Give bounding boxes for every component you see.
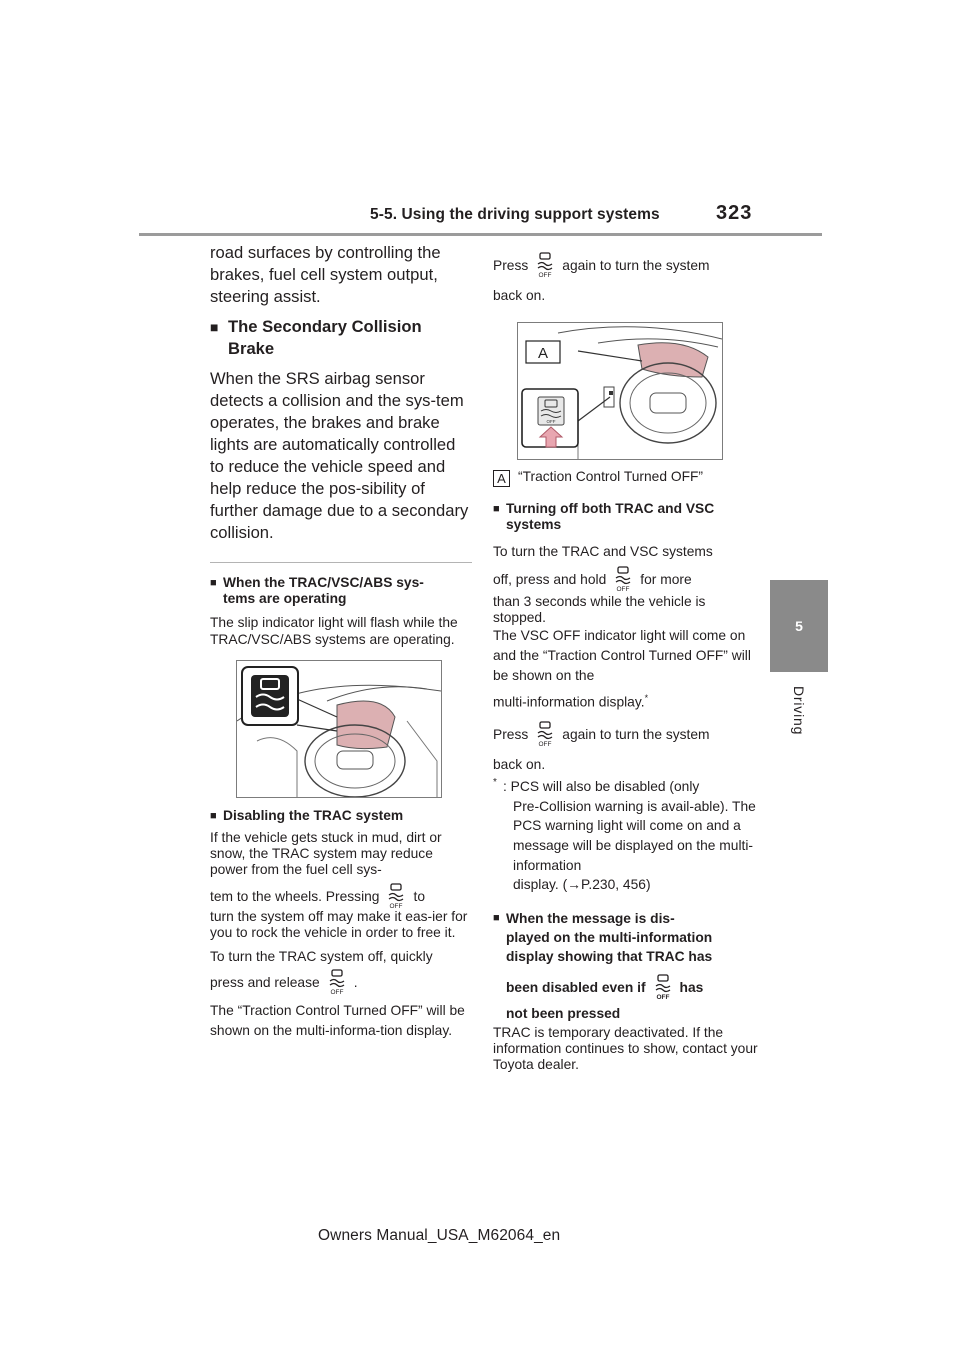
disable-body-2b: to	[413, 888, 425, 904]
svg-text:A: A	[537, 345, 549, 363]
footnote-line-1: : PCS will also be disabled (only	[503, 779, 700, 795]
message-heading	[493, 909, 758, 1023]
secondary-brake-heading	[210, 316, 472, 360]
press-again-2: back on.	[493, 288, 546, 303]
traction-control-illustration	[517, 322, 723, 460]
ref-arrow-icon: →	[567, 877, 581, 893]
message-heading-4b: has	[679, 979, 704, 995]
slip-indicator-illustration	[236, 660, 442, 798]
press2-b: again to turn the system	[562, 727, 710, 743]
quick-off-2	[210, 969, 472, 995]
press-again-3	[493, 721, 758, 747]
both-5-text: multi-information display.	[493, 694, 645, 710]
page-number: 323	[716, 202, 753, 224]
message-heading-2: played on the multi-information	[506, 929, 713, 945]
operating-heading	[210, 575, 472, 607]
operating-heading-1: When the TRAC/VSC/ABS sys-	[223, 575, 424, 590]
operating-heading-2: tems are operating	[223, 591, 347, 607]
disable-trac-title: Disabling the TRAC system	[223, 807, 404, 823]
both-2a: off, press and hold	[493, 571, 607, 587]
secondary-brake-title-1: The Secondary Collision	[228, 317, 422, 336]
shown-body: The “Traction Control Turned OFF” will be shown on the multi-informa-tion display.	[210, 1003, 465, 1039]
secondary-brake-title-2: Brake	[228, 339, 275, 358]
intro-text: road surfaces by controlling the brakes, fuel cell system output, steering assist.	[210, 243, 441, 306]
both-3: than 3 seconds while the vehicle is stopped.	[493, 593, 706, 626]
press-again-a: Press	[493, 258, 529, 273]
message-heading-3: display showing that TRAC has	[506, 948, 713, 964]
disable-body-2a: tem to the wheels. Pressing	[210, 888, 380, 904]
both-4: The VSC OFF indicator light will come on and the “Traction Control Turned OFF” will be shown on the	[493, 628, 751, 684]
chapter-tab	[770, 580, 828, 672]
trac-off-switch-icon	[385, 883, 407, 909]
trac-off-switch-icon	[652, 974, 674, 1000]
operating-body: The slip indicator light will flash while the TRAC/VSC/ABS systems are operating.	[210, 615, 458, 647]
footnote-line-3	[503, 875, 758, 895]
footnote-star: *	[493, 777, 497, 789]
disable-trac-heading	[210, 808, 472, 824]
quick-off-1: To turn the TRAC system off, quickly	[210, 949, 433, 965]
page-reference-link[interactable]: P.230, 456)	[580, 877, 651, 893]
square-bullet-icon: ■	[210, 319, 219, 335]
disable-body-3: turn the system off may make it eas-ier for you to rock the vehicle in order to free it.	[210, 908, 468, 940]
message-heading-5: not been pressed	[506, 1005, 621, 1021]
chapter-number: 5	[795, 618, 803, 634]
message-heading-1: When the message is dis-	[506, 910, 675, 926]
press2-a: Press	[493, 727, 529, 743]
trac-off-switch-icon	[534, 252, 556, 278]
both-off-heading-1: Turning off both TRAC and VSC	[506, 501, 715, 517]
quick-off-2b: .	[353, 975, 358, 991]
trac-off-switch-icon	[534, 721, 556, 747]
legend-text: “Traction Control Turned OFF”	[518, 469, 704, 485]
footnote-marker: *	[644, 693, 649, 704]
square-bullet-icon: ■	[493, 503, 500, 516]
secondary-brake-body: When the SRS airbag sensor detects a collision and the sys-tem operates, the brakes and brake lights are automatically controlled to reduce the vehicle speed and help reduce the pos-sibility of further damage due to a secondary collision.	[210, 369, 469, 542]
square-bullet-icon: ■	[210, 809, 217, 822]
message-body: TRAC is temporary deactivated. If the information continues to show, contact your Toyota dealer.	[493, 1024, 758, 1073]
square-bullet-icon: ■	[493, 911, 500, 924]
square-bullet-icon: ■	[210, 577, 217, 589]
disable-body-2	[210, 883, 472, 909]
svg-text:OFF: OFF	[546, 419, 556, 425]
footer-manual-id: Owners Manual_USA_M62064_en	[318, 1227, 561, 1244]
message-heading-4a: been disabled even if	[506, 979, 646, 995]
both-off-heading	[493, 501, 758, 533]
press-again-4: back on.	[493, 757, 546, 773]
footnote-3a: display. (	[513, 877, 568, 893]
both-2b: for more	[640, 571, 692, 587]
left-column	[210, 242, 472, 1041]
quick-off-2a: press and release	[210, 975, 320, 991]
chapter-label-wrap	[771, 686, 827, 776]
pcs-footnote	[493, 777, 758, 895]
both-2	[493, 566, 758, 592]
both-off-heading-2: systems	[506, 517, 562, 533]
header-rule	[139, 233, 822, 236]
press-again-b: again to turn the system	[562, 258, 710, 273]
chapter-label: Driving	[791, 686, 807, 736]
trac-off-switch-icon	[612, 566, 634, 592]
trac-off-switch-icon	[326, 969, 348, 995]
right-column	[493, 252, 758, 1073]
press-again-1	[493, 252, 758, 278]
message-heading-4	[506, 974, 703, 1000]
both-5	[493, 690, 758, 711]
section-divider	[210, 562, 472, 563]
disable-body-1: If the vehicle gets stuck in mud, dirt or snow, the TRAC system may reduce power from the fuel cell sys-	[210, 830, 442, 878]
both-1: To turn the TRAC and VSC systems	[493, 543, 713, 559]
legend-tag: A	[493, 470, 510, 487]
illustration-legend	[493, 468, 758, 487]
footnote-line-2: Pre-Collision warning is avail-able). The PCS warning light will come on and a message will be displayed on the multi-information	[513, 798, 756, 873]
section-title: 5-5. Using the driving support systems	[370, 206, 660, 223]
